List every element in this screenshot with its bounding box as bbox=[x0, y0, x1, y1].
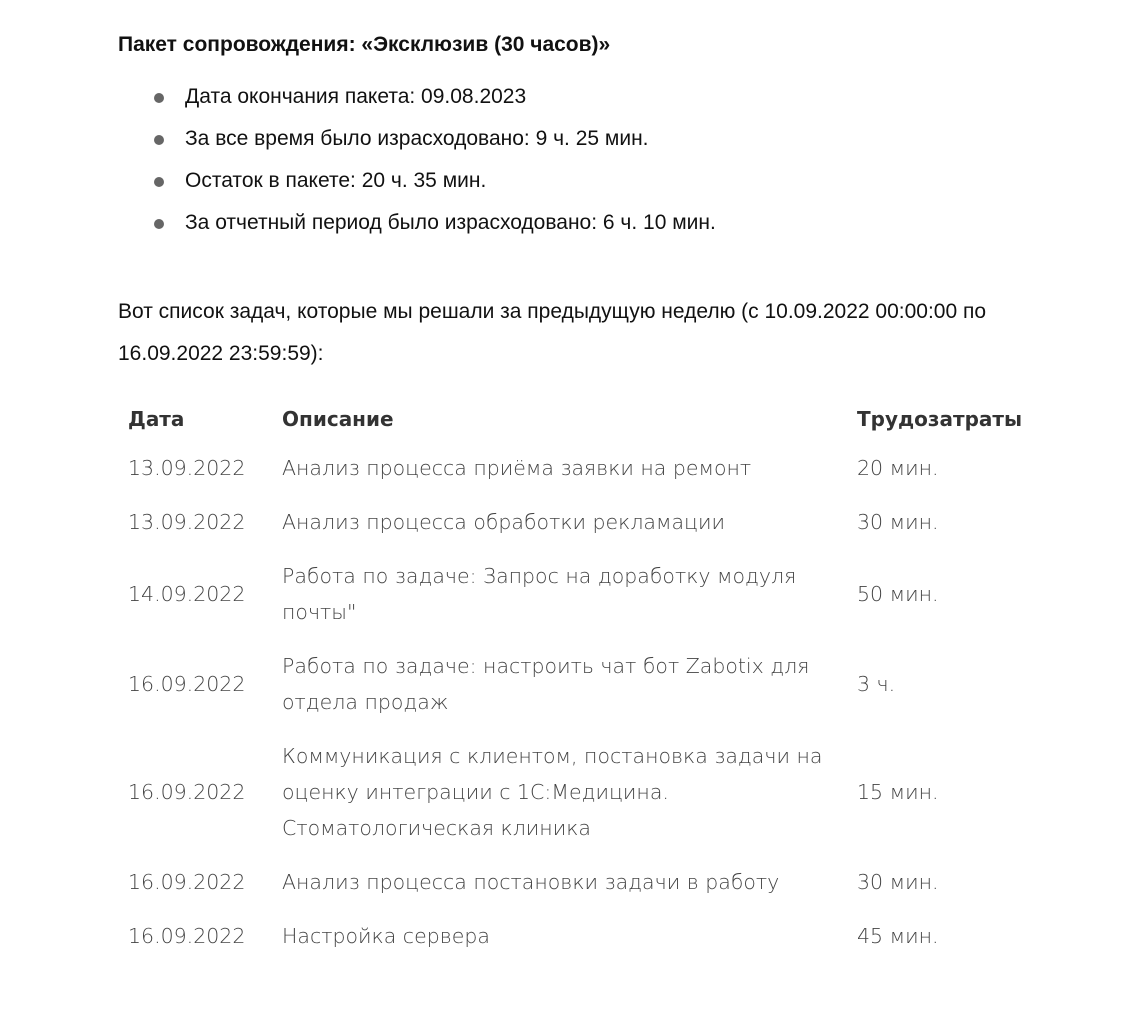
table-row bbox=[118, 855, 1032, 909]
summary-item-end-date bbox=[118, 76, 1078, 118]
cell-description: Работа по задаче: Запрос на доработку модуля почты" bbox=[282, 564, 797, 624]
cell-date: 13.09.2022 bbox=[128, 456, 246, 480]
bullet-icon bbox=[154, 219, 164, 229]
summary-item-text: Дата окончания пакета: 09.08.2023 bbox=[185, 85, 527, 108]
cell-effort: 45 мин. bbox=[857, 924, 939, 948]
task-list-intro: Вот список задач, которые мы решали за предыдущую неделю (с 10.09.2022 00:00:00 по 16.09.2022 23:59:59): bbox=[118, 300, 987, 365]
cell-date: 16.09.2022 bbox=[128, 780, 246, 804]
cell-description: Анализ процесса постановки задачи в работу bbox=[282, 870, 780, 894]
email-body bbox=[118, 28, 1078, 963]
summary-item-text: За все время было израсходовано: 9 ч. 25 мин. bbox=[185, 127, 649, 150]
table-row bbox=[118, 729, 1032, 855]
summary-item-remaining bbox=[118, 160, 1078, 202]
cell-date: 14.09.2022 bbox=[128, 582, 246, 606]
cell-description: Анализ процесса приёма заявки на ремонт bbox=[282, 456, 752, 480]
cell-effort: 30 мин. bbox=[857, 870, 939, 894]
package-title: Пакет сопровождения: «Эксклюзив (30 часов)» bbox=[118, 33, 611, 56]
cell-date: 13.09.2022 bbox=[128, 510, 246, 534]
cell-description: Анализ процесса обработки рекламации bbox=[282, 510, 725, 534]
package-summary-list bbox=[118, 76, 1078, 244]
cell-date: 16.09.2022 bbox=[128, 870, 246, 894]
cell-description: Работа по задаче: настроить чат бот Zabotix для отдела продаж bbox=[282, 654, 810, 714]
cell-description: Настройка сервера bbox=[282, 924, 490, 948]
cell-description: Коммуникация с клиентом, постановка задачи на оценку интеграции с 1С:Медицина. Стоматологическая клиника bbox=[282, 744, 823, 840]
bullet-icon bbox=[154, 93, 164, 103]
summary-item-text: За отчетный период было израсходовано: 6 ч. 10 мин. bbox=[185, 211, 716, 234]
bullet-icon bbox=[154, 177, 164, 187]
table-row bbox=[118, 441, 1032, 495]
cell-date: 16.09.2022 bbox=[128, 924, 246, 948]
cell-effort: 30 мин. bbox=[857, 510, 939, 534]
bullet-icon bbox=[154, 135, 164, 145]
task-table bbox=[118, 397, 1032, 963]
cell-effort: 50 мин. bbox=[857, 582, 939, 606]
table-row bbox=[118, 639, 1032, 729]
summary-item-text: Остаток в пакете: 20 ч. 35 мин. bbox=[185, 169, 487, 192]
table-row bbox=[118, 909, 1032, 963]
summary-item-total-spent bbox=[118, 118, 1078, 160]
table-header-row bbox=[118, 397, 1032, 441]
summary-item-period-spent bbox=[118, 202, 1078, 244]
cell-effort: 15 мин. bbox=[857, 780, 939, 804]
table-row bbox=[118, 495, 1032, 549]
header-description: Описание bbox=[282, 407, 394, 431]
header-effort: Трудозатраты bbox=[857, 407, 1023, 431]
cell-date: 16.09.2022 bbox=[128, 672, 246, 696]
header-date: Дата bbox=[128, 407, 185, 431]
table-row bbox=[118, 549, 1032, 639]
cell-effort: 3 ч. bbox=[857, 672, 896, 696]
cell-effort: 20 мин. bbox=[857, 456, 939, 480]
